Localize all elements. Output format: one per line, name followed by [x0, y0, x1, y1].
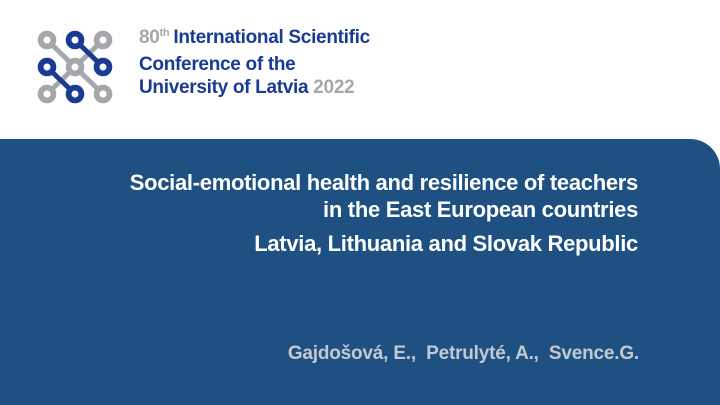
slide-subtitle: Latvia, Lithuania and Slovak Republic — [254, 231, 638, 256]
header-band — [0, 0, 720, 139]
conference-wordmark-line1 — [139, 26, 370, 53]
slide-body-panel — [0, 139, 720, 405]
slide-title — [130, 169, 638, 223]
conference-ordinal: th — [159, 27, 170, 39]
conference-wordmark — [139, 26, 370, 100]
slide-authors: Gajdošová, E., Petrulyté, A., Svence.G. — [287, 343, 639, 364]
slide-title-line2: in the East European countries — [323, 197, 638, 222]
conference-number: 80 — [139, 27, 160, 48]
conference-year: 2022 — [313, 77, 355, 98]
slide-title-line1: Social-emotional health and resilience of teachers — [129, 170, 638, 195]
conference-title-part3: University of Latvia — [139, 77, 309, 98]
conference-wordmark-line2: Conference of the — [139, 53, 296, 75]
conference-title-part1: International Scientific — [173, 27, 370, 48]
conference-wordmark-line3 — [139, 76, 370, 100]
university-of-latvia-logo-icon — [36, 28, 114, 109]
